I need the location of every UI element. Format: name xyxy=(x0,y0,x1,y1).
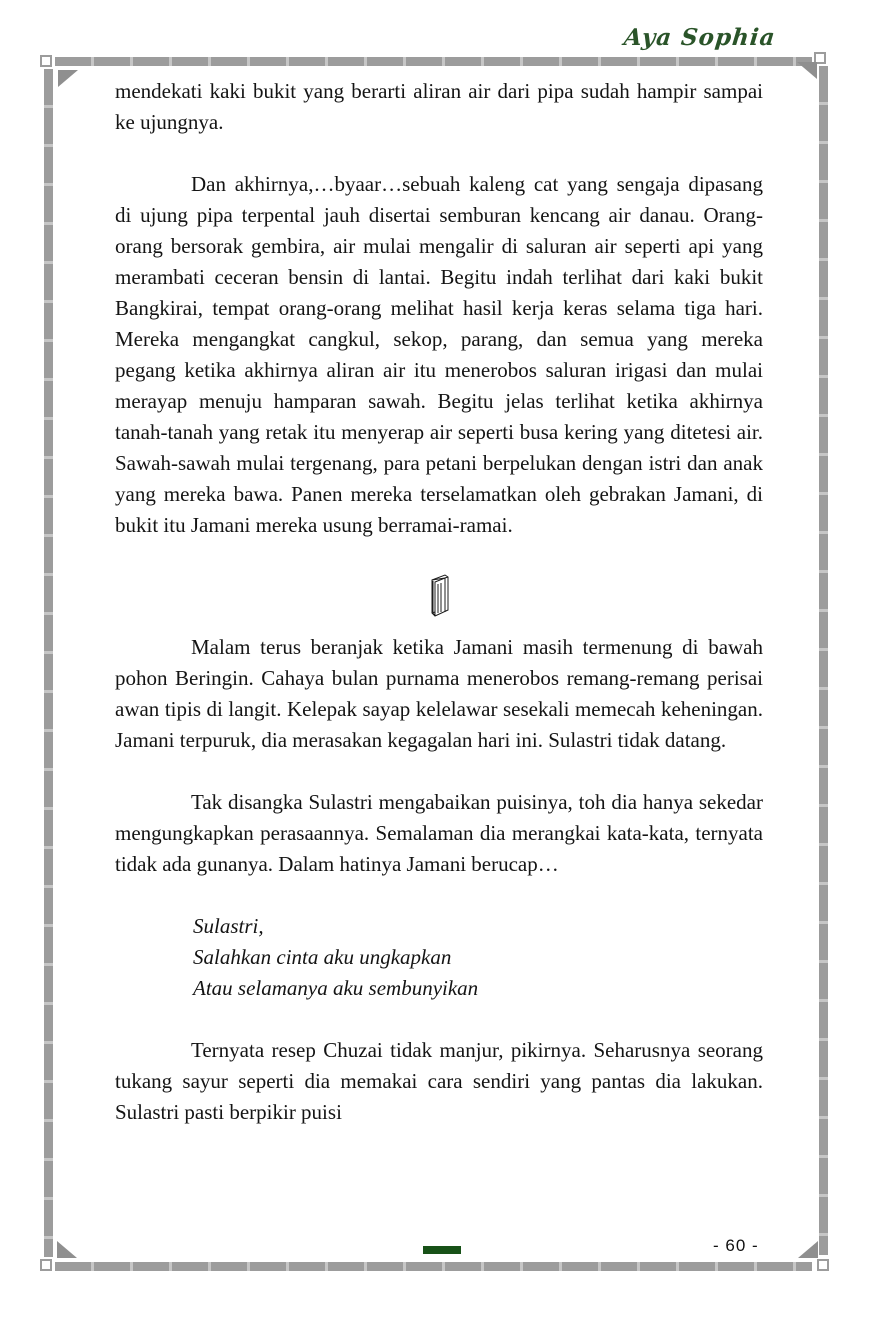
poem-line: Atau selamanya aku sembunyikan xyxy=(193,976,479,1000)
paragraph: Malam terus beranjak ketika Jamani masih termenung di bawah pohon Beringin. Cahaya bulan purnama menerobos remang-remang perisai awan tipis di langit. Kelepak sayap kelelawar sesekali memecah keheningan. Jamani terpuruk, dia merasakan kegagalan hari ini. Sulastri tidak datang. xyxy=(115,635,763,752)
poem-block xyxy=(193,911,763,1004)
corner-triangle-icon xyxy=(798,1241,818,1258)
page-header-title: Aya Sophia xyxy=(622,24,778,51)
corner-triangle-icon xyxy=(57,1241,77,1258)
corner-square-icon xyxy=(40,55,52,67)
paragraph: mendekati kaki bukit yang berarti aliran air dari pipa sudah hampir sampai ke ujungnya. xyxy=(115,79,763,134)
frame-left-border xyxy=(44,69,53,1257)
corner-square-icon xyxy=(40,1259,52,1271)
text-column xyxy=(115,76,763,1128)
book-ornament-icon xyxy=(423,601,455,625)
section-divider xyxy=(115,572,763,622)
page-number: - 60 - xyxy=(713,1236,759,1255)
paragraph: Ternyata resep Chuzai tidak manjur, pikirnya. Seharusnya seorang tukang sayur seperti dia memakai cara sendiri yang pantas dia lakukan. Sulastri pasti berpikir puisi xyxy=(115,1038,763,1124)
poem-line: Salahkan cinta aku ungkapkan xyxy=(193,945,452,969)
paragraph: Dan akhirnya,…byaar…sebuah kaleng cat yang sengaja dipasang di ujung pipa terpental jauh disertai semburan kencang air danau. Orang-orang bersorak gembira, air mulai mengalir di saluran air seperti api yang merambati ceceran bensin di lantai. Begitu indah terlihat dari kaki bukit Bangkirai, tempat orang-orang melihat hasil kerja keras selama tiga hari. Mereka mengangkat cangkul, sekop, parang, dan semua yang mereka pegang ketika akhirnya aliran air itu menerobos saluran irigasi dan mulai merayap menuju hamparan sawah. Begitu jelas terlihat ketika akhirnya tanah-tanah yang retak itu menyerap air seperti busa kering yang ditetesi air. Sawah-sawah mulai tergenang, para petani berpelukan dengan istri dan anak yang mereka bawa. Panen mereka terselamatkan oleh gebrakan Jamani, di bukit itu Jamani mereka usung berramai-ramai. xyxy=(115,172,763,537)
green-rule-icon xyxy=(423,1246,461,1254)
frame-right-border xyxy=(819,66,828,1255)
frame-bottom-border xyxy=(55,1262,812,1271)
corner-triangle-icon xyxy=(58,70,78,87)
paragraph: Tak disangka Sulastri mengabaikan puisinya, toh dia hanya sekedar mengungkapkan perasaannya. Semalaman dia merangkai kata-kata, ternyata tidak ada gunanya. Dalam hatinya Jamani berucap… xyxy=(115,790,763,876)
poem-line: Sulastri, xyxy=(193,914,264,938)
frame-top-border xyxy=(55,57,812,66)
corner-square-icon xyxy=(817,1259,829,1271)
